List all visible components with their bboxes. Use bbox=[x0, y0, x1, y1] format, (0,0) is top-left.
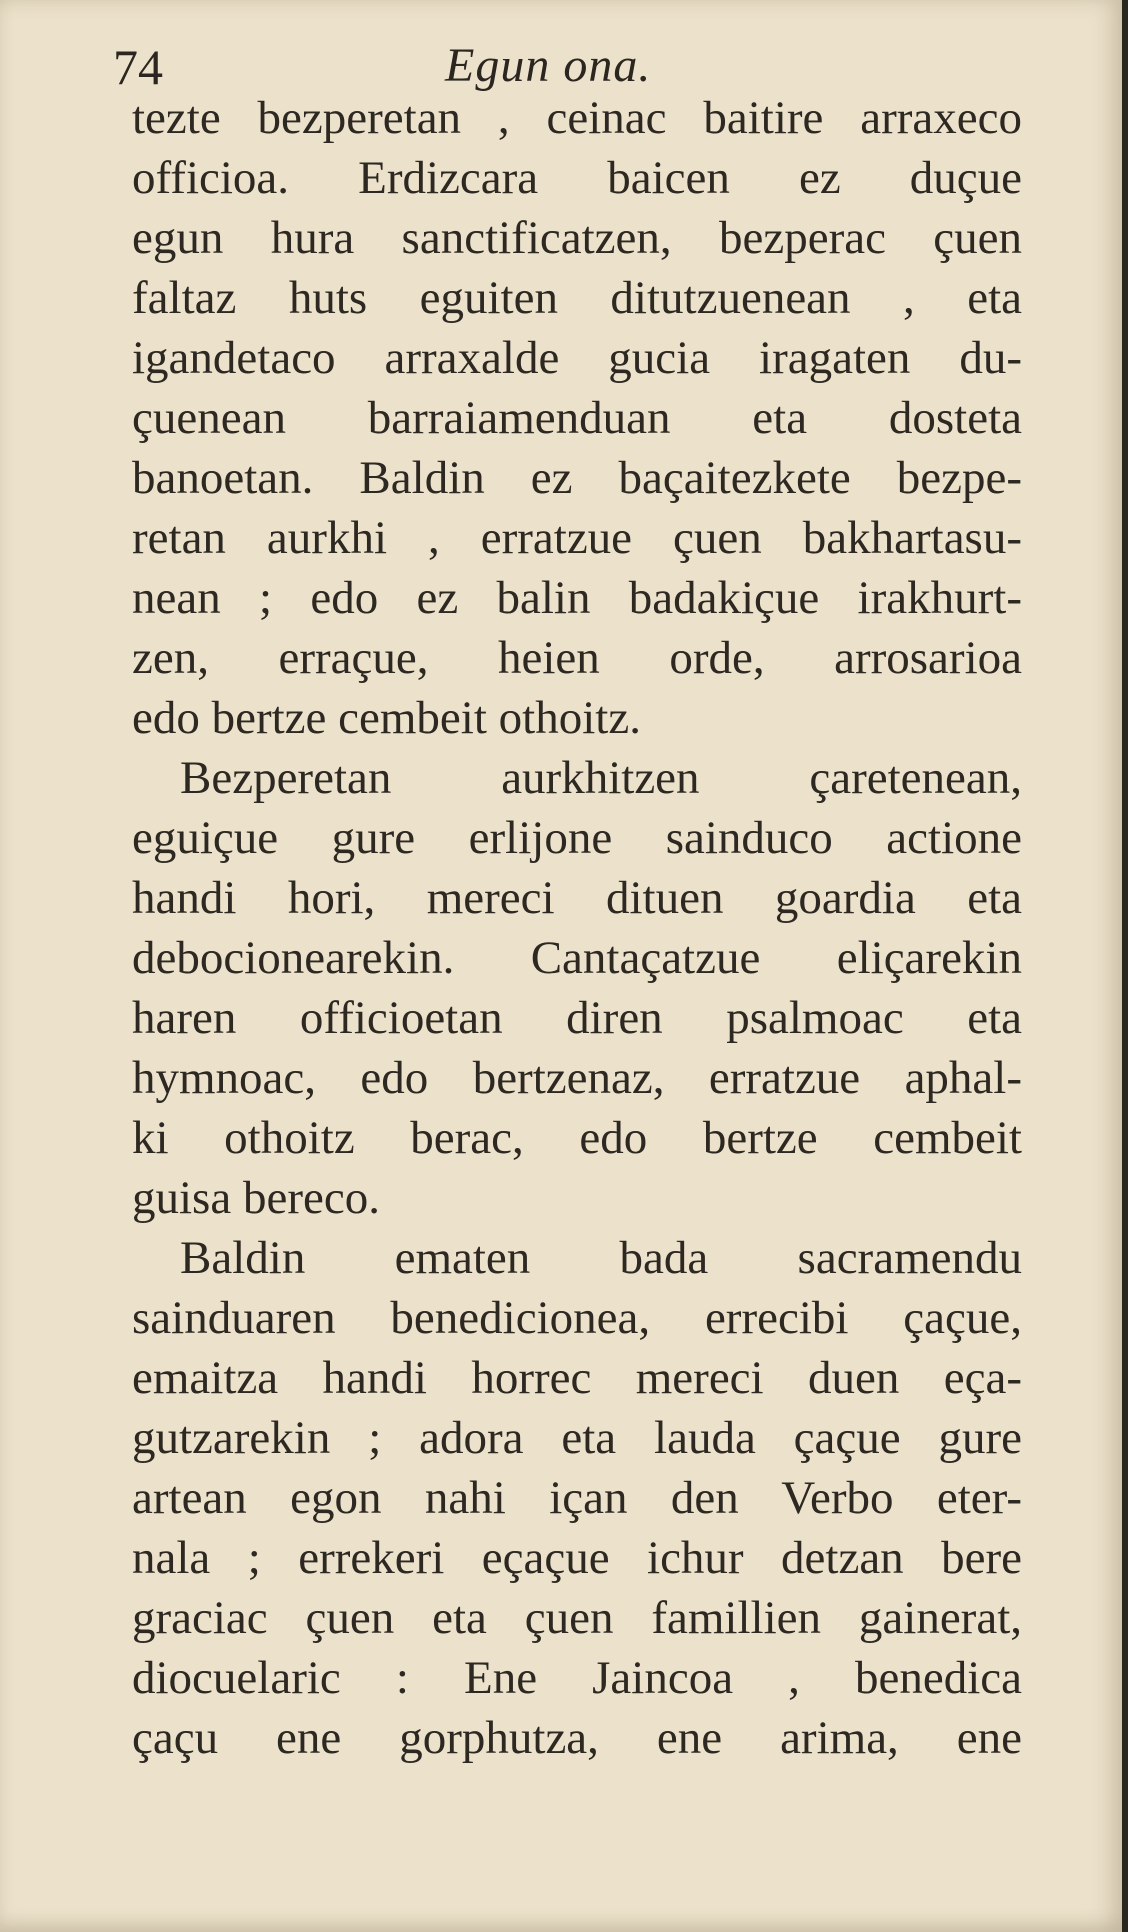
running-head: Egun ona. bbox=[445, 39, 652, 92]
text-line: nean ; edo ez balin badakiçue irakhurt- bbox=[132, 572, 1022, 624]
text-line: egun hura sanctificatzen, bezperac çuen bbox=[132, 212, 1022, 264]
text-line: sainduaren benedicionea, errecibi çaçue, bbox=[132, 1292, 1022, 1344]
text-line: banoetan. Baldin ez baçaitezkete bezpe- bbox=[132, 452, 1022, 504]
text-line: officioa. Erdizcara baicen ez duçue bbox=[132, 152, 1022, 204]
text-line: ki othoitz berac, edo bertze cembeit bbox=[132, 1112, 1022, 1164]
text-line: retan aurkhi , erratzue çuen bakhartasu- bbox=[132, 512, 1022, 564]
text-line: artean egon nahi içan den Verbo eter- bbox=[132, 1472, 1022, 1524]
text-line: nala ; errekeri eçaçue ichur detzan bere bbox=[132, 1532, 1022, 1584]
text-line: tezte bezperetan , ceinac baitire arraxeco bbox=[132, 92, 1022, 144]
text-line: faltaz huts eguiten ditutzuenean , eta bbox=[132, 272, 1022, 324]
text-line: haren officioetan diren psalmoac eta bbox=[132, 992, 1022, 1044]
text-line: eguiçue gure erlijone sainduco actione bbox=[132, 812, 1022, 864]
text-line: çaçu ene gorphutza, ene arima, ene bbox=[132, 1712, 1022, 1764]
text-line: Bezperetan aurkhitzen çaretenean, bbox=[180, 752, 1022, 804]
text-line: emaitza handi horrec mereci duen eça- bbox=[132, 1352, 1022, 1404]
page-number: 74 bbox=[113, 39, 163, 95]
text-line: Baldin ematen bada sacramendu bbox=[180, 1232, 1022, 1284]
text-line: çuenean barraiamenduan eta dosteta bbox=[132, 392, 1022, 444]
text-line: guisa bereco. bbox=[132, 1172, 380, 1224]
text-line: zen, erraçue, heien orde, arrosarioa bbox=[132, 632, 1022, 684]
text-line: graciac çuen eta çuen famillien gainerat, bbox=[132, 1592, 1022, 1644]
text-line: igandetaco arraxalde gucia iragaten du- bbox=[132, 332, 1022, 384]
text-line: handi hori, mereci dituen goardia eta bbox=[132, 872, 1022, 924]
text-line: gutzarekin ; adora eta lauda çaçue gure bbox=[132, 1412, 1022, 1464]
page-edge bbox=[1122, 0, 1128, 1932]
text-line: diocuelaric : Ene Jaincoa , benedica bbox=[132, 1652, 1022, 1704]
text-line: edo bertze cembeit othoitz. bbox=[132, 692, 641, 744]
page-body bbox=[132, 88, 1022, 1768]
text-line: debocionearekin. Cantaçatzue eliçarekin bbox=[132, 932, 1022, 984]
text-line: hymnoac, edo bertzenaz, erratzue aphal- bbox=[132, 1052, 1022, 1104]
